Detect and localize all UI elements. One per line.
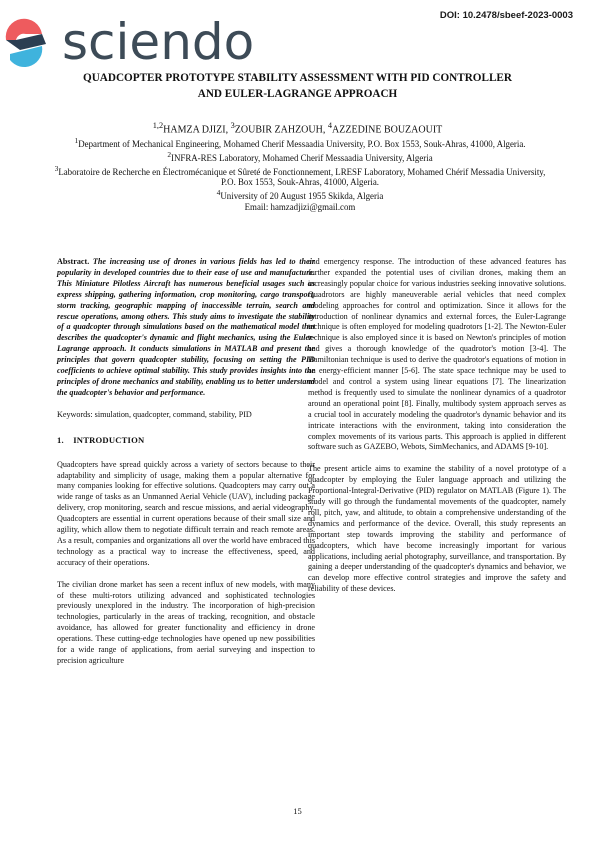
affiliation xyxy=(50,164,550,189)
abstract-text: The increasing use of drones in various fields has led to their popularity in developed countries due to their ease of use and manufacture. This Miniature Pilotless Aircraft has numerous beneficial usages such as express shipping, gathering information, crop monitoring, cargo transport, storm tracking, geographic mapping of inaccessible terrain, search and rescue operations, among others. This study aims to investigate the stability of a quadcopter through simulations based on the mathematical model that describes the quadcopter's dynamic and flight mechanics, using the Euler-Lagrange approach. It conducts simulations in MATLAB and present the principles that govern quadcopter stability, focusing on setting the PID coefficients to achieve optimal stability. This study provides insights into the principles of drone mechanics and stability, enabling us to better understand the quadcopter's behavior and performance. xyxy=(57,257,316,397)
affiliation xyxy=(50,150,550,164)
doi-label: DOI: 10.2478/sbeef-2023-0003 xyxy=(439,10,573,21)
author-list xyxy=(40,120,555,136)
affiliation-sup: 1 xyxy=(74,136,79,145)
logo-wordmark: sciendo xyxy=(62,13,255,71)
affiliation-text: University of 20 August 1955 Skikda, Algeria xyxy=(220,191,384,202)
affiliation xyxy=(50,188,550,202)
body-paragraph: The civilian drone market has seen a recent influx of new models, with many of these multi-rotors utilizing advanced and sophisticated technologies previously unexplored in the industry. The incorporation of high-precision technologies, particularly in the areas of tracking, recognition, and obstacle avoidance, has allowed for greater functionality and efficiency in drone operations. These cutting-edge technologies have opened up new possibilities for a wide range of applications, from aerial surveying and inspection to precision agriculture xyxy=(57,579,315,665)
email: Email: hamzadjizi@gmail.com xyxy=(244,201,356,212)
affiliation-sup: 2 xyxy=(167,149,172,159)
body-paragraph: The present article aims to examine the stability of a novel prototype of a quadcopter by employing the Euler language approach and utilizing the Proportional-Integral-Derivative (PID) regulator on MATLAB (Figure 1). The study will go through the fundamental movements of the quadcopter, namely roll, pitch, yaw, and altitude, to obtain a comprehensive understanding of the dynamics and performance of the device. Overall, this study represents an important step towards improving the stability and performance of quadcopters, which have become increasingly important for various applications, including aerial photography, surveillance, and transportation. By gaining a deeper understanding of the quadcopter's dynamics and behavior, we can develop more effective control strategies and improve the safety and reliability of these devices. xyxy=(308,464,566,594)
abstract xyxy=(57,257,315,399)
body-paragraph: Quadcopters have spread quickly across a variety of sectors because to their adaptability and simplicity of usage, making them a popular alternative for many companies looking for effective solutions. Quadcopters may carry out a wide range of tasks as an Unmanned Aerial Vehicle (UAV), including package delivery, crop monitoring, search and rescue missions, and aerial videography. Quadcopters are essential in current operations because of their small size and agility, which allow them to negotiate difficult terrain and reach remote areas. As a result, companies and organizations all over the world have embraced this technology as a practical way to increase the effectiveness, speed, and accuracy of their operations. xyxy=(57,459,315,567)
affiliation xyxy=(50,136,550,150)
abstract-label: Abstract. xyxy=(57,257,90,266)
paper-title xyxy=(40,70,555,102)
title-line-2: AND EULER-LAGRANGE APPROACH xyxy=(197,88,398,100)
section-heading-introduction: 1. INTRODUCTION xyxy=(57,434,145,445)
affiliation-text: Laboratoire de Recherche en Électromécanique et Sûreté de Fonctionnement, LRESF Laboratory, Mohamed Chérif Messadia University, P.O. Box 1553, Souk-Ahras, 41000, Algeria. xyxy=(58,166,546,188)
keywords: Keywords: simulation, quadcopter, command, stability, PID xyxy=(57,409,252,419)
logo-mark-cyan xyxy=(10,46,42,67)
sciendo-logo xyxy=(2,4,332,74)
left-column xyxy=(57,257,315,678)
page-number: 15 xyxy=(293,806,302,816)
affiliation-sup: 3 xyxy=(54,163,59,173)
affiliations xyxy=(50,136,550,213)
author-name: AZZEDINE BOUZAOUIT xyxy=(332,124,443,136)
author-sup: 3 xyxy=(230,121,235,130)
body-paragraph: and emergency response. The introduction of these advanced features has further expanded the potential uses of civilian drones, making them an increasingly popular choice for various industries seeking innovative solutions. Quadrotors are highly maneuverable aerial vehicles that need complex modeling approaches for control and optimization. Since it allows for the introduction of nonlinear dynamics and external forces, the Euler-Lagrange technique is often employed for modeling quadrotors [1-2]. The Newton-Euler technique is also employed since it is based on Newton's principles of motion and gives a thorough knowledge of the quadrotor's motion [3-4]. The Hamiltonian technique is used to derive the quadrotor's equations of motion in an energy-efficient manner [5-6]. The state space technique may be used to model and control a system using linear equations [7]. The linearization method is frequently used to simulate the nonlinear dynamics of a quadrotor around an operational point [8]. Finally, multibody system approach serves as a crucial tool in accurately modeling the quadrotor's dynamic behavior and its intricate interactions with the environment, taking into consideration the complex movements of its various parts. This approach is applied in different software such as GAZEBO, Webots, SimMechanics, and ADAMS [9-10]. xyxy=(308,257,566,452)
affiliation-text: Department of Mechanical Engineering, Mohamed Cherif Messaadia University, P.O. Box 1553, Souk-Ahras, 41000, Algeria. xyxy=(78,138,526,149)
title-line-1: QUADCOPTER PROTOTYPE STABILITY ASSESSMENT WITH PID CONTROLLER xyxy=(83,72,512,84)
right-column xyxy=(308,257,566,606)
affiliation-text: INFRA-RES Laboratory, Mohamed Cherif Messaadia University, Algeria xyxy=(171,152,433,163)
author-name: ZOUBIR ZAHZOUH, xyxy=(234,124,328,136)
author-sup: 4 xyxy=(327,121,333,130)
affiliation-sup: 4 xyxy=(216,188,221,198)
author-sup: 1,2 xyxy=(152,121,164,130)
author-name: HAMZA DJIZI, xyxy=(163,124,231,136)
